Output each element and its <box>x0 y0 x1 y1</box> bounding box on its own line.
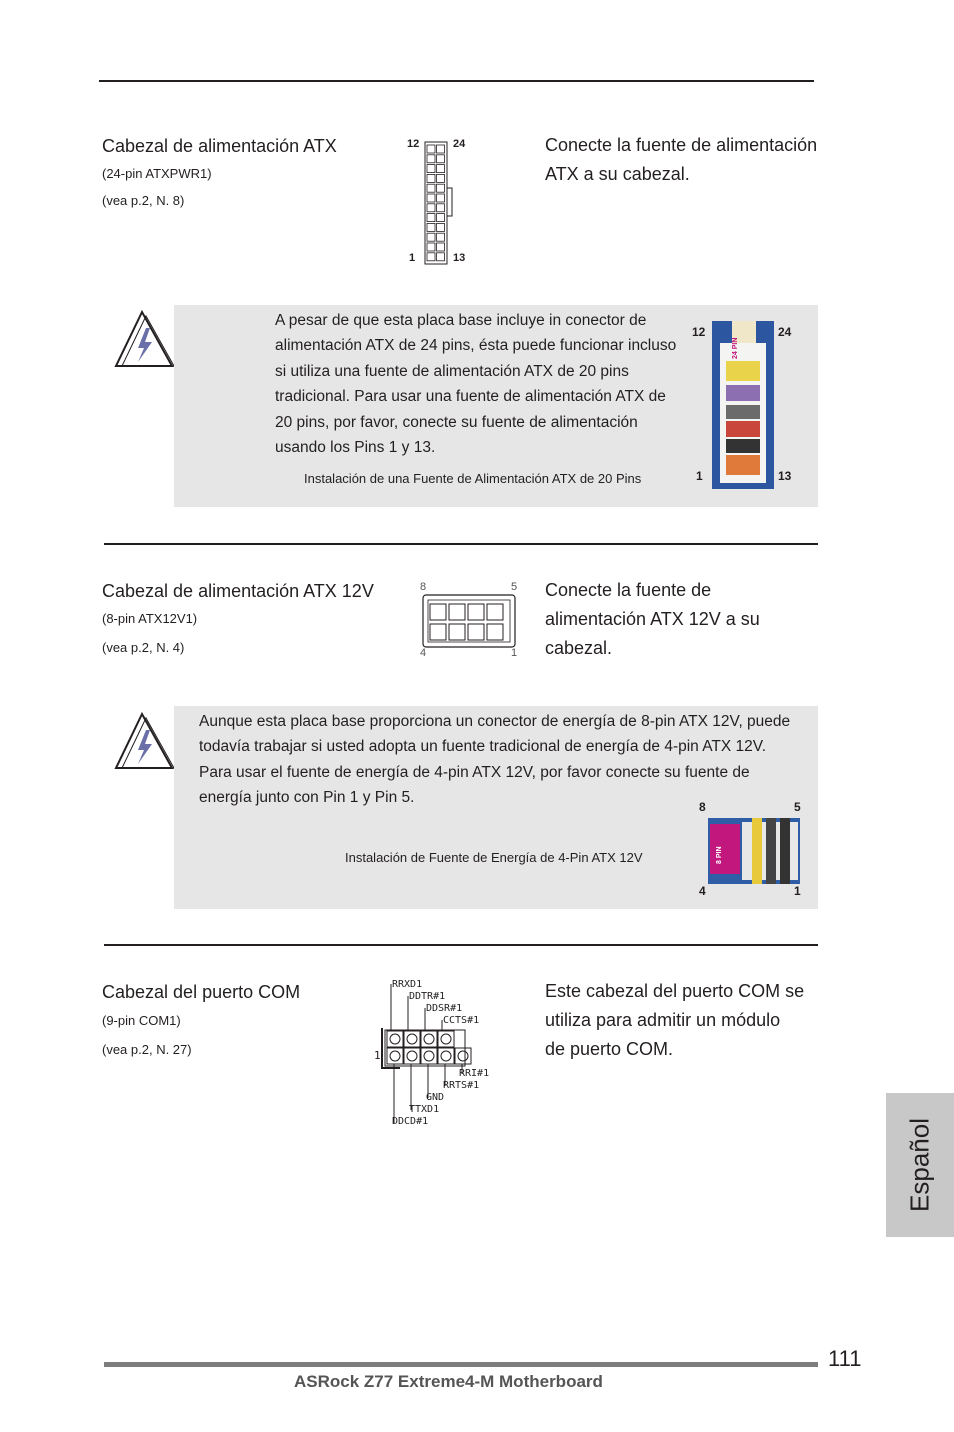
atx-pin-cell <box>427 204 435 212</box>
atx-note-box <box>174 305 818 507</box>
com-sig-rrxd1: RRXD1 <box>392 979 423 990</box>
atx12v-note-box <box>174 706 818 909</box>
atx12v-photo-wire-black-1 <box>766 818 776 884</box>
atx-pin-cell <box>427 233 435 241</box>
language-side-tab-label: Español <box>904 1118 935 1212</box>
section-divider-2 <box>104 944 818 946</box>
atx12v-note-caption: Instalación de Fuente de Energía de 4-Pin ATX 12V <box>345 850 643 865</box>
photo-1-label: 1 <box>696 469 703 483</box>
com-sig-rrts1: RRTS#1 <box>443 1080 480 1091</box>
photo-5-label: 5 <box>794 800 801 814</box>
com-ref: (vea p.2, N. 27) <box>102 1042 192 1057</box>
atx-pin-cell <box>427 194 435 202</box>
atx-description: Conecte la fuente de alimentación ATX a su cabezal. <box>545 135 818 184</box>
atx12v-8pin-diagram <box>416 580 522 662</box>
atx-pin-cell <box>437 155 445 163</box>
atx12v-photo-wire-yellow-1 <box>752 818 762 884</box>
atx-title: Cabezal de alimentación ATX <box>102 136 337 156</box>
atx-pin-cell <box>437 214 445 222</box>
atx-pin-cell <box>427 184 435 192</box>
atx-pin-cell <box>427 214 435 222</box>
atx-photo-label: 24 PIN <box>732 337 739 359</box>
atx-warning-icon <box>112 308 176 370</box>
atx12v-photo-label: 8 PIN <box>716 846 723 864</box>
atx-pin-24-label: 24 <box>453 138 466 150</box>
atx-note-text: A pesar de que esta placa base incluye in conector de alimentación ATX de 24 pins, ésta puede funcionar incluso si utiliza una fuente de alimentación ATX de 20 pins tradicional. Para usar una fuente de alimentación ATX de 20 pins, por favor, conecte su fuente de alimentación usando los Pins 1 y 13. <box>275 312 677 457</box>
photo-12-label: 12 <box>692 325 706 339</box>
com-header-diagram <box>370 978 500 1130</box>
atx-photo-wire-orange <box>726 455 760 475</box>
atx-pin-13-label: 13 <box>453 252 466 264</box>
atx12v-connector <box>416 580 522 662</box>
atx12v-pin-4-label: 4 <box>420 647 427 659</box>
com-sig-ddtr1: DDTR#1 <box>409 991 446 1002</box>
com-sig-ccts1: CCTS#1 <box>443 1015 480 1026</box>
photo-4-label: 4 <box>699 884 706 898</box>
top-divider <box>99 80 814 82</box>
atx-note-caption: Instalación de una Fuente de Alimentación ATX de 20 Pins <box>304 471 642 486</box>
atx-20pin-photo <box>684 319 804 491</box>
atx12v-photo-pink-label <box>710 824 740 874</box>
atx-pin-cell <box>437 184 445 192</box>
atx-pin-cell <box>437 243 445 251</box>
atx12v-ref: (vea p.2, N. 4) <box>102 640 185 655</box>
atx12v-title: Cabezal de alimentación ATX 12V <box>102 581 374 601</box>
com-sig-rri1: RRI#1 <box>459 1068 490 1079</box>
atx12v-pin-5-label: 5 <box>511 581 518 593</box>
photo-24-label: 24 <box>778 325 792 339</box>
atx12v-4pin-photo <box>694 798 804 898</box>
page-number: 111 <box>828 1346 862 1371</box>
atx12v-note-text: Aunque esta placa base proporciona un conector de energía de 8-pin ATX 12V, puede todavía trabajar si usted adopta un fuente tradicional de energía de 4-pin ATX 12V. Para usar el fuente de energía de 4-pin ATX 12V, por favor conecte su fuente de energía junto con Pin 1 y Pin 5. <box>199 713 791 807</box>
section-divider-1 <box>104 543 818 545</box>
com-sig-gnd: GND <box>426 1092 445 1103</box>
atx-photo-wire-purple <box>726 385 760 401</box>
atx-photo-board <box>712 321 774 489</box>
atx-pin-cell <box>427 243 435 251</box>
atx-pin-cell <box>427 155 435 163</box>
atx12v-description: Conecte la fuente de alimentación ATX 12V a su cabezal. <box>545 580 760 658</box>
atx12v-warning-icon <box>112 710 176 772</box>
atx-photo-wire-red <box>726 421 760 437</box>
atx-pin-1-label: 1 <box>409 252 416 264</box>
com-sig-ddcd1: DDCD#1 <box>392 1116 429 1127</box>
com-pin: (9-pin COM1) <box>102 1013 181 1028</box>
atx-pin-12-label: 12 <box>407 138 420 150</box>
com-title: Cabezal del puerto COM <box>102 982 301 1002</box>
photo-1b-label: 1 <box>794 884 801 898</box>
atx-pin-cell <box>437 204 445 212</box>
atx-pin-cell <box>437 233 445 241</box>
atx-photo-wire-yellow <box>726 361 760 381</box>
atx-pin-cell <box>437 253 445 261</box>
footer-rule <box>104 1362 818 1367</box>
com-description: Este cabezal del puerto COM se utiliza para admitir un módulo de puerto COM. <box>545 981 805 1059</box>
atx12v-photo-wire-black-2 <box>780 818 790 884</box>
atx-pin-cell <box>427 253 435 261</box>
photo-8-label: 8 <box>699 800 706 814</box>
atx-ref: (vea p.2, N. 8) <box>102 193 185 208</box>
footer-title: ASRock Z77 Extreme4-M Motherboard <box>294 1372 603 1391</box>
atx12v-pin-1-label: 1 <box>511 647 518 659</box>
com-sig-ttxd1: TTXD1 <box>409 1104 440 1115</box>
atx-pin-cell <box>427 165 435 173</box>
atx-pin-cell <box>437 194 445 202</box>
atx-24pin-connector <box>404 136 474 266</box>
com-sig-ddsr1: DDSR#1 <box>426 1003 463 1014</box>
language-side-tab <box>886 1093 954 1237</box>
atx12v-pin-8-label: 8 <box>420 581 427 593</box>
atx-pin-cell <box>437 165 445 173</box>
atx-pin-cell <box>427 145 435 153</box>
atx-pin-cell <box>427 223 435 231</box>
atx-pin-cell <box>437 174 445 182</box>
atx-photo-wire-black <box>726 439 760 453</box>
atx-pin-cell <box>427 174 435 182</box>
com-pin1-label: 1 <box>374 1049 381 1062</box>
atx-photo-wire-grey <box>726 405 760 419</box>
atx-pin-cell <box>437 223 445 231</box>
atx12v-pin: (8-pin ATX12V1) <box>102 611 198 626</box>
atx-24pin-diagram <box>404 136 474 266</box>
atx-pin: (24-pin ATXPWR1) <box>102 166 212 181</box>
atx-pin-cell <box>437 145 445 153</box>
photo-13-label: 13 <box>778 469 792 483</box>
